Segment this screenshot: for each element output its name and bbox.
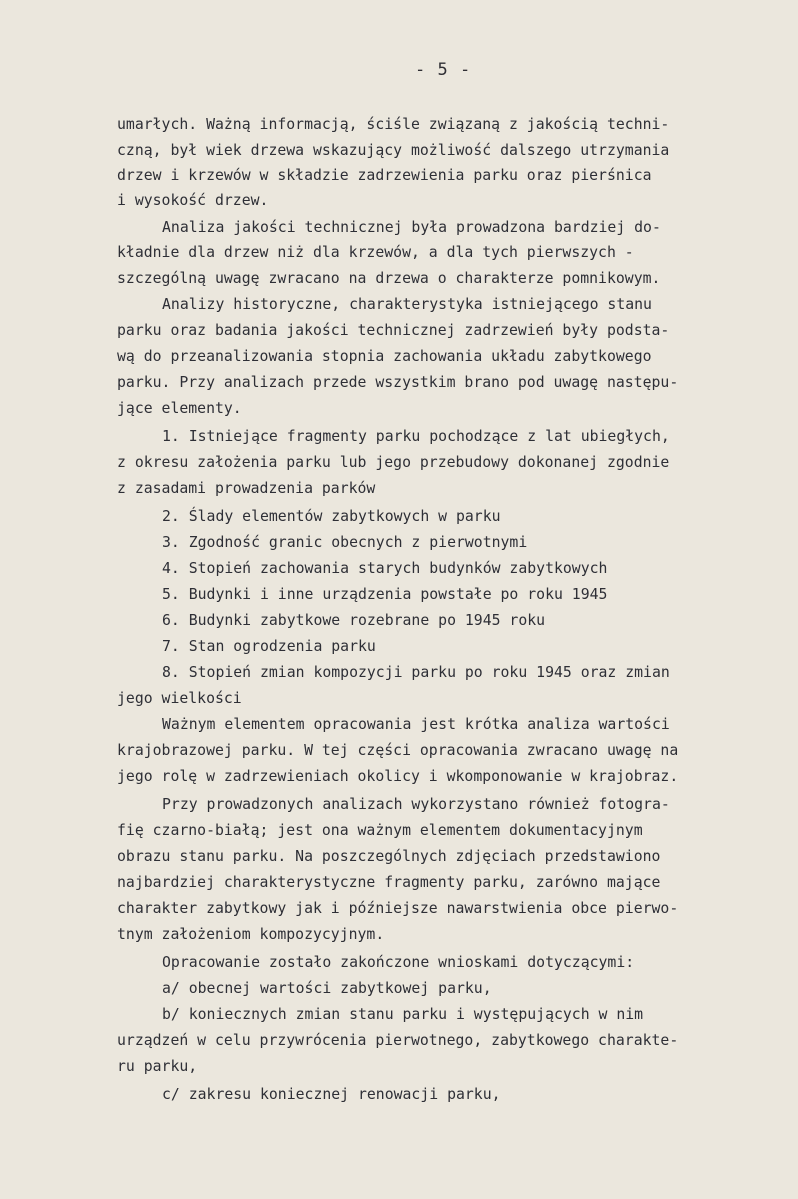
- text-line: z zasadami prowadzenia parków: [117, 480, 376, 497]
- text-line: wą do przeanalizowania stopnia zachowania układu zabytkowego: [117, 348, 652, 365]
- text-line: szczególną uwagę zwracano na drzewa o charakterze pomnikowym.: [117, 270, 661, 287]
- text-line: urządzeń w celu przywrócenia pierwotnego, zabytkowego charakte-: [117, 1032, 679, 1049]
- list-item: 2. Ślady elementów zabytkowych w parku: [162, 508, 501, 525]
- text-line: Ważnym elementem opracowania jest krótka analiza wartości: [162, 716, 670, 733]
- text-line: najbardziej charakterystyczne fragmenty parku, zarówno mające: [117, 874, 661, 891]
- text-line: i wysokość drzew.: [117, 192, 269, 209]
- list-item: a/ obecnej wartości zabytkowej parku,: [162, 980, 492, 997]
- text-line: umarłych. Ważną informacją, ściśle związaną z jakością techni-: [117, 116, 670, 133]
- text-line: Analiza jakości technicznej była prowadzona bardziej do-: [162, 219, 661, 236]
- text-line: fię czarno-białą; jest ona ważnym elementem dokumentacyjnym: [117, 822, 643, 839]
- text-line: charakter zabytkowy jak i późniejsze nawarstwienia obce pierwo-: [117, 900, 679, 917]
- list-item: 4. Stopień zachowania starych budynków zabytkowych: [162, 560, 608, 577]
- text-line: parku oraz badania jakości technicznej zadrzewień były podsta-: [117, 322, 670, 339]
- text-line: z okresu założenia parku lub jego przebudowy dokonanej zgodnie: [117, 454, 670, 471]
- list-item: 3. Zgodność granic obecnych z pierwotnymi: [162, 534, 528, 551]
- text-line: Analizy historyczne, charakterystyka istniejącego stanu: [162, 296, 652, 313]
- text-line: jące elementy.: [117, 400, 242, 417]
- text-line: krajobrazowej parku. W tej części opracowania zwracano uwagę na: [117, 742, 679, 759]
- list-item: 6. Budynki zabytkowe rozebrane po 1945 roku: [162, 612, 546, 629]
- text-line: jego wielkości: [117, 690, 242, 707]
- list-item: c/ zakresu koniecznej renowacji parku,: [162, 1086, 501, 1103]
- list-item: b/ koniecznych zmian stanu parku i występujących w nim: [162, 1006, 644, 1023]
- text-line: drzew i krzewów w składzie zadrzewienia parku oraz pierśnica: [117, 167, 652, 184]
- list-item: 7. Stan ogrodzenia parku: [162, 638, 376, 655]
- page-number: - 5 -: [415, 60, 472, 80]
- text-line: parku. Przy analizach przede wszystkim brano pod uwagę następu-: [117, 374, 679, 391]
- text-line: ru parku,: [117, 1058, 198, 1075]
- list-item: 1. Istniejące fragmenty parku pochodzące z lat ubiegłych,: [162, 428, 670, 445]
- text-line: czną, był wiek drzewa wskazujący możliwość dalszego utrzymania: [117, 142, 670, 159]
- text-line: jego rolę w zadrzewieniach okolicy i wkomponowanie w krajobraz.: [117, 768, 679, 785]
- text-line: Opracowanie zostało zakończone wnioskami dotyczącymi:: [162, 954, 635, 971]
- text-line: obrazu stanu parku. Na poszczególnych zdjęciach przedstawiono: [117, 848, 661, 865]
- list-item: 8. Stopień zmian kompozycji parku po roku 1945 oraz zmian: [162, 664, 670, 681]
- list-item: 5. Budynki i inne urządzenia powstałe po roku 1945: [162, 586, 608, 603]
- text-line: tnym założeniom kompozycyjnym.: [117, 926, 385, 943]
- text-line: Przy prowadzonych analizach wykorzystano również fotogra-: [162, 796, 670, 813]
- text-line: kładnie dla drzew niż dla krzewów, a dla tych pierwszych -: [117, 244, 634, 261]
